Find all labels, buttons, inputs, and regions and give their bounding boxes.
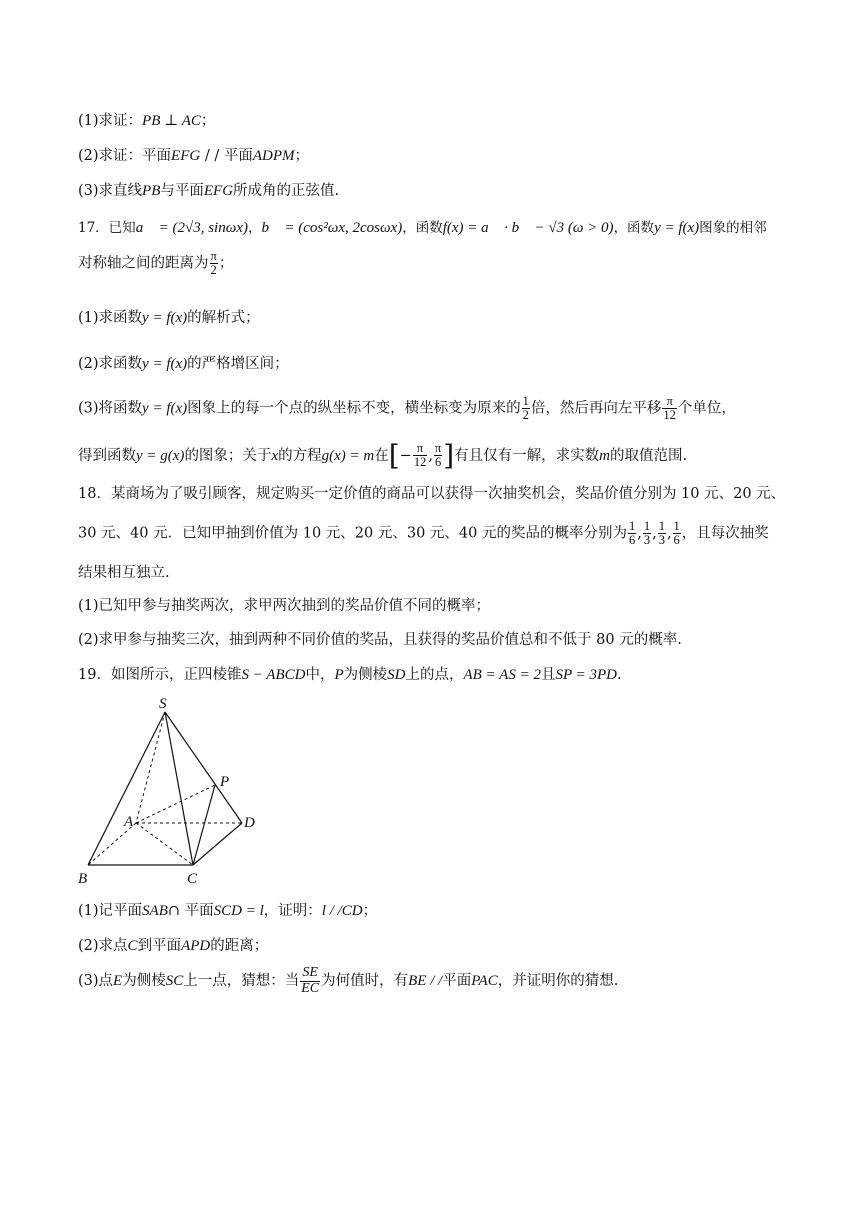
q17-yfx: y = f(x) xyxy=(654,220,700,236)
q16-part2-end: ； xyxy=(294,148,309,164)
label-d: D xyxy=(244,815,255,831)
q19-text-d: 上的点， xyxy=(405,667,464,683)
q17-int-right xyxy=(434,442,442,469)
pyramid-figure xyxy=(70,690,270,890)
q17-intro: 17．已知 xyxy=(78,220,136,236)
q17-half xyxy=(522,395,530,422)
q18-part1: (1)已知甲参与抽奖两次，求甲两次抽到的奖品价值不同的概率； xyxy=(78,598,491,614)
q18-prob2 xyxy=(643,520,651,547)
q19-part3-m: E xyxy=(113,973,123,990)
q19-part3-m3: BE / / xyxy=(408,973,443,990)
q19-sd: SD xyxy=(387,667,406,683)
q16-part1 xyxy=(78,112,215,130)
q18-prob1-den: 6 xyxy=(628,533,636,548)
edge-sc xyxy=(165,712,193,865)
q19-part2-a: (2)求点 xyxy=(78,938,128,954)
q18-line2-a: 30 元、40 元．已知甲抽到价值为 10 元、20 元、30 元、40 元的奖品的概率分别为 xyxy=(78,525,627,542)
q17-ygx: y = g(x) xyxy=(136,447,185,464)
q18-prob3-num: 1 xyxy=(658,519,665,533)
q17-part2 xyxy=(78,355,289,373)
q19-part3-a: (3)点 xyxy=(78,973,114,990)
q19-part2-b: 到平面 xyxy=(137,938,182,954)
q19-text-f: . xyxy=(616,667,622,683)
q19-intro: 19．如图所示，正四棱锥 xyxy=(78,667,242,683)
q19-part1-m3: l / /CD xyxy=(321,903,363,919)
q17-part2-end: 的严格增区间； xyxy=(187,356,289,372)
q19-part1-b: ，证明： xyxy=(263,903,322,919)
q16-part3 xyxy=(78,182,339,200)
q17-vec-a: a⃗ = (2√3, sinωx) xyxy=(135,220,248,236)
q19-part1 xyxy=(78,902,377,920)
q17-part1 xyxy=(78,309,260,327)
q18-prob4 xyxy=(673,520,681,547)
q16-part3-math2: EFG xyxy=(203,183,234,199)
q18-line1: 18．某商场为了吸引顾客，规定购买一定价值的商品可以获得一次抽奖机会，奖品价值分别为 10 元、20 元、 xyxy=(78,486,786,502)
q17-shift-den: 12 xyxy=(663,408,676,423)
q17-line2-end: ； xyxy=(218,255,234,272)
q16-part2-math2: ADPM xyxy=(252,148,295,164)
q19-cond1: AB = AS = 2 xyxy=(463,667,541,683)
q17-m-var: m xyxy=(599,447,611,464)
q19-part3 xyxy=(78,966,618,996)
q17-part1-text: (1)求函数 xyxy=(78,310,143,326)
q17-func: f(x) = a⃗ · b⃗ − √3 (ω > 0) xyxy=(442,220,614,236)
q17-line5-c: 的方程 xyxy=(278,447,322,464)
q19-part3-m4: PAC xyxy=(471,973,498,990)
q17-pi-half-num: π xyxy=(210,249,217,263)
q17-part3-yfx: y = f(x) xyxy=(142,400,188,417)
q16-part3-end: 所成角的正弦值. xyxy=(233,183,340,199)
q16-part2-sep: / / 平面 xyxy=(200,148,253,164)
q18-prob4-num: 1 xyxy=(673,519,680,533)
q17-line5-d: 在 xyxy=(374,447,389,464)
q18-prob3 xyxy=(658,520,666,547)
q17-part3-b: 图象上的每一个点的纵坐标不变，横坐标变为原来的 xyxy=(187,400,521,417)
q16-part2-math1: EFG xyxy=(171,148,201,164)
q19-cond2: SP = 3PD xyxy=(555,667,617,683)
q16-part3-sep: 与平面 xyxy=(160,183,204,199)
q17-pi-half xyxy=(210,250,218,277)
q16-part3-math1: PB xyxy=(142,183,161,199)
edge-sa xyxy=(136,712,165,823)
q17-half-den: 2 xyxy=(522,408,529,423)
edge-ac xyxy=(136,823,193,865)
q19-part2-m: C xyxy=(127,938,138,954)
q17-text-d: 图象的相邻 xyxy=(699,220,767,236)
q17-line5-b: 的图象；关于 xyxy=(184,447,272,464)
q19-part1-a: (1)记平面 xyxy=(78,903,143,919)
edge-sb xyxy=(88,712,165,865)
q17-line2 xyxy=(78,250,233,277)
q19-ratio-den: EC xyxy=(301,980,320,996)
q19-part3-d: 为何值时，有 xyxy=(321,973,409,990)
edge-cd xyxy=(193,823,242,865)
q19-part3-b: 为侧棱 xyxy=(122,973,166,990)
q19-part3-e: 平面 xyxy=(442,973,472,990)
q19-text-c: 为侧棱 xyxy=(343,667,388,683)
q18-line2-b: ，且每次抽奖 xyxy=(681,525,769,542)
edge-cp xyxy=(193,785,215,865)
q17-part1-end: 的解析式； xyxy=(187,310,260,326)
q19-p-var: P xyxy=(334,667,344,683)
q17-part3-d: 个单位， xyxy=(677,400,736,417)
q17-text-c: ，函数 xyxy=(613,220,655,236)
q19-part1-m2: SCD = l xyxy=(213,903,264,919)
q17-part3-text: (3)将函数 xyxy=(78,400,143,417)
q17-vec-b: b⃗ = (cos²ωx, 2cosωx) xyxy=(261,220,403,236)
q19-part1-m1: SAB xyxy=(142,903,168,919)
q17-int-left-den: 12 xyxy=(413,455,427,470)
q17-equation: g(x) = m xyxy=(321,447,375,464)
q19-part2-m2: APD xyxy=(181,938,211,954)
label-b: B xyxy=(78,871,88,887)
q16-part1-math: PB ⊥ AC xyxy=(142,113,201,129)
q17-part3 xyxy=(78,395,736,422)
q17-int-right-den: 6 xyxy=(434,455,442,470)
q17-part2-text: (2)求函数 xyxy=(78,356,143,372)
q17-part3-c: 倍，然后再向左平移 xyxy=(530,400,662,417)
q18-prob2-num: 1 xyxy=(643,519,651,533)
q18-prob3-den: 3 xyxy=(658,533,665,548)
q19-part1-end: ； xyxy=(362,903,378,919)
q19-part1-sep: ∩ 平面 xyxy=(167,903,214,919)
q19-text-b: 中， xyxy=(305,667,335,683)
q19-ratio xyxy=(300,966,320,996)
q17-half-num: 1 xyxy=(522,394,529,408)
q19-line1 xyxy=(78,666,622,684)
q16-part2 xyxy=(78,147,309,165)
q17-line5-a: 得到函数 xyxy=(78,447,136,464)
label-a: A xyxy=(124,814,134,830)
q18-prob2-den: 3 xyxy=(643,533,651,548)
q19-part3-m2: SC xyxy=(165,973,184,990)
q19-part3-c: 上一点，猜想：当 xyxy=(183,973,300,990)
q17-line1 xyxy=(78,219,767,237)
q17-int-left xyxy=(413,442,428,469)
q17-line5-e: 有且仅有一解，求实数 xyxy=(454,447,600,464)
q18-prob4-den: 6 xyxy=(673,533,680,548)
q17-int-right-num: π xyxy=(434,441,442,456)
q17-shift xyxy=(662,395,677,422)
q17-text-b: ，函数 xyxy=(402,220,443,236)
q18-prob1-num: 1 xyxy=(628,519,636,533)
q17-sep: ， xyxy=(247,220,262,236)
q19-pyramid: S − ABCD xyxy=(241,667,306,683)
q19-part3-end: ，并证明你的猜想. xyxy=(497,973,619,990)
q17-x-var: x xyxy=(271,447,279,464)
q19-part2 xyxy=(78,937,268,955)
label-c: C xyxy=(187,871,198,887)
q17-shift-num: π xyxy=(662,395,677,409)
q18-line3: 结果相互独立. xyxy=(78,565,170,581)
q18-prob1 xyxy=(628,520,636,547)
q17-line5-f: 的取值范围. xyxy=(610,447,688,464)
label-p: P xyxy=(220,774,230,790)
q17-part2-yfx: y = f(x) xyxy=(142,356,188,372)
q17-line2-text: 对称轴之间的距离为 xyxy=(78,255,209,272)
edge-sd xyxy=(165,712,242,823)
label-s: S xyxy=(159,696,167,712)
q17-pi-half-den: 2 xyxy=(210,263,217,278)
q17-int-left-num: π xyxy=(413,442,428,456)
q17-part1-yfx: y = f(x) xyxy=(142,310,188,326)
q16-part1-end: ； xyxy=(200,113,216,129)
q16-part3-text: (3)求直线 xyxy=(78,183,143,199)
q19-part2-end: 的距离； xyxy=(210,938,269,954)
q17-line5: 得到函数y = g(x)的图象；关于x的方程g(x) = m在[− $\frac{\pi}{12}$ , $\frac{\pi}{6}$ ]有且仅有一解，求实数m的取值范围. xyxy=(78,439,688,472)
q18-line2: 30 元、40 元．已知甲抽到价值为 10 元、20 元、30 元、40 元的奖品的概率分别为 $\frac{1}{6}$ , $\frac{1}{3}$ , $\frac{1}{3}$ , $\frac{1}{6}$ ，且每次抽奖 xyxy=(78,519,769,548)
q19-ratio-num: SE xyxy=(300,966,320,982)
q16-part1-text: (1)求证： xyxy=(78,113,143,129)
q16-part2-text: (2)求证：平面 xyxy=(78,148,172,164)
q19-text-e: 且 xyxy=(540,667,556,683)
q18-part2: (2)求甲参与抽奖三次，抽到两种不同价值的奖品，且获得的奖品价值总和不低于 80 元的概率. xyxy=(78,632,682,648)
edge-ap xyxy=(136,785,215,823)
